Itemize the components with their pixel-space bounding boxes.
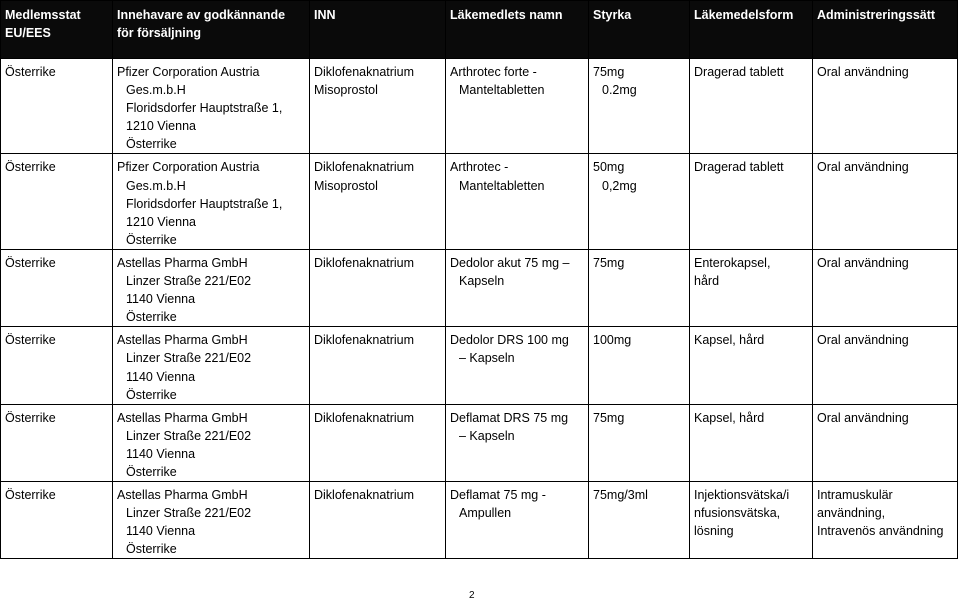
cell-inn	[310, 327, 446, 404]
cell-product-name	[446, 482, 589, 559]
cell-line: Österrike	[126, 310, 177, 325]
cell-strength	[589, 249, 690, 326]
cell-line: Deflamat DRS 75 mg	[450, 410, 569, 425]
cell-inn	[310, 404, 446, 481]
cell-line: 50mg	[593, 160, 625, 175]
cell-line: Österrike	[5, 410, 56, 425]
cell-line: 1140 Vienna	[126, 446, 196, 461]
header-product-name	[446, 1, 589, 59]
cell-line: Enterokapsel,	[694, 255, 771, 270]
cell-line: Linzer Straße 221/E02	[126, 506, 252, 521]
cell-line: Österrike	[126, 464, 177, 479]
page-number: 2	[469, 590, 475, 601]
cell-line: Ampullen	[459, 506, 512, 521]
header-holder	[113, 1, 310, 59]
cell-line: Dedolor akut 75 mg –	[450, 255, 570, 270]
cell-product-name	[446, 249, 589, 326]
table-row	[1, 482, 958, 559]
cell-line: 0,2mg	[602, 178, 637, 193]
cell-line: Dragerad tablett	[694, 65, 784, 79]
cell-line: Pfizer Corporation Austria	[117, 160, 260, 175]
table-row	[1, 404, 958, 481]
cell-holder	[113, 59, 310, 154]
cell-line: Oral användning	[817, 410, 909, 425]
table-row	[1, 249, 958, 326]
cell-form	[690, 154, 813, 249]
cell-route	[813, 154, 958, 249]
cell-line: lösning	[694, 524, 734, 539]
header-text: Styrka	[593, 8, 632, 22]
header-form	[690, 1, 813, 59]
cell-line: Astellas Pharma GmbH	[117, 333, 248, 348]
cell-line: Linzer Straße 221/E02	[126, 428, 252, 443]
cell-strength	[589, 327, 690, 404]
cell-member-state	[1, 59, 113, 154]
table-row	[1, 154, 958, 249]
cell-strength	[589, 59, 690, 154]
cell-line: Österrike	[5, 160, 56, 175]
header-text: INN	[314, 8, 336, 22]
cell-line: – Kapseln	[459, 428, 515, 443]
cell-form	[690, 327, 813, 404]
header-text: Läkemedelsform	[694, 8, 794, 22]
header-text: Läkemedlets namn	[450, 8, 563, 22]
cell-strength	[589, 154, 690, 249]
cell-line: Oral användning	[817, 255, 909, 270]
cell-line: Österrike	[126, 232, 177, 247]
cell-line: Österrike	[5, 255, 56, 270]
cell-line: Intramuskulär	[817, 488, 893, 503]
cell-member-state	[1, 154, 113, 249]
cell-line: 1140 Vienna	[126, 524, 196, 539]
cell-route	[813, 59, 958, 154]
cell-line: 1140 Vienna	[126, 292, 196, 307]
table-body	[1, 59, 958, 559]
cell-line: Linzer Straße 221/E02	[126, 274, 252, 289]
cell-line: 1210 Vienna	[126, 214, 196, 229]
cell-line: Deflamat 75 mg -	[450, 488, 546, 503]
cell-line: Ges.m.b.H	[126, 83, 186, 98]
cell-holder	[113, 154, 310, 249]
cell-member-state	[1, 482, 113, 559]
cell-line: Dragerad tablett	[694, 160, 784, 175]
cell-line: 75mg	[593, 410, 625, 425]
cell-line: Dedolor DRS 100 mg	[450, 333, 569, 348]
cell-line: 75mg/3ml	[593, 488, 648, 503]
cell-strength	[589, 482, 690, 559]
cell-line: Intravenös användning	[817, 524, 944, 539]
cell-route	[813, 249, 958, 326]
header-text: EU/EES	[5, 26, 51, 40]
cell-line: Österrike	[126, 387, 177, 402]
header-member-state	[1, 1, 113, 59]
header-text: för försäljning	[117, 26, 202, 40]
cell-line: Österrike	[5, 65, 56, 79]
cell-product-name	[446, 59, 589, 154]
cell-line: Diklofenaknatrium	[314, 65, 415, 79]
table-row	[1, 59, 958, 154]
cell-line: Manteltabletten	[459, 83, 545, 98]
cell-line: Floridsdorfer Hauptstraße 1,	[126, 101, 283, 116]
cell-line: Ges.m.b.H	[126, 178, 186, 193]
cell-line: 0.2mg	[602, 83, 637, 98]
cell-line: 75mg	[593, 65, 625, 79]
cell-form	[690, 404, 813, 481]
cell-strength	[589, 404, 690, 481]
cell-line: Österrike	[5, 333, 56, 348]
cell-line: Arthrotec -	[450, 160, 509, 175]
cell-inn	[310, 59, 446, 154]
cell-line: Kapsel, hård	[694, 333, 765, 348]
cell-route	[813, 482, 958, 559]
cell-product-name	[446, 327, 589, 404]
cell-inn	[310, 482, 446, 559]
cell-route	[813, 327, 958, 404]
header-strength	[589, 1, 690, 59]
cell-line: Diklofenaknatrium	[314, 410, 415, 425]
cell-line: användning,	[817, 506, 886, 521]
cell-line: Misoprostol	[314, 178, 378, 193]
cell-line: Diklofenaknatrium	[314, 333, 415, 348]
cell-holder	[113, 249, 310, 326]
header-route	[813, 1, 958, 59]
cell-line: Floridsdorfer Hauptstraße 1,	[126, 196, 283, 211]
cell-product-name	[446, 154, 589, 249]
cell-line: Linzer Straße 221/E02	[126, 351, 252, 366]
cell-line: 100mg	[593, 333, 632, 348]
cell-line: Österrike	[126, 137, 177, 152]
cell-inn	[310, 154, 446, 249]
table-row	[1, 327, 958, 404]
cell-line: 1210 Vienna	[126, 119, 196, 134]
cell-route	[813, 404, 958, 481]
cell-line: Oral användning	[817, 160, 909, 175]
cell-line: Astellas Pharma GmbH	[117, 488, 248, 503]
cell-member-state	[1, 404, 113, 481]
cell-member-state	[1, 249, 113, 326]
cell-line: 75mg	[593, 255, 625, 270]
header-text: Administreringssätt	[817, 8, 936, 22]
cell-product-name	[446, 404, 589, 481]
table-header	[1, 1, 958, 59]
cell-line: 1140 Vienna	[126, 369, 196, 384]
cell-form	[690, 249, 813, 326]
cell-line: Kapsel, hård	[694, 410, 765, 425]
header-inn	[310, 1, 446, 59]
cell-line: – Kapseln	[459, 351, 515, 366]
header-text: Medlemsstat	[5, 8, 81, 22]
cell-line: Injektionsvätska/i	[694, 488, 790, 503]
cell-line: Arthrotec forte -	[450, 65, 537, 79]
cell-line: Astellas Pharma GmbH	[117, 410, 248, 425]
cell-holder	[113, 327, 310, 404]
cell-line: Kapseln	[459, 274, 505, 289]
cell-form	[690, 482, 813, 559]
cell-holder	[113, 404, 310, 481]
header-row	[1, 1, 958, 59]
cell-inn	[310, 249, 446, 326]
cell-line: Diklofenaknatrium	[314, 255, 415, 270]
cell-line: Diklofenaknatrium	[314, 488, 415, 503]
cell-line: hård	[694, 274, 720, 289]
header-text: Innehavare av godkännande	[117, 8, 286, 22]
cell-line: Diklofenaknatrium	[314, 160, 415, 175]
cell-line: Österrike	[126, 542, 177, 557]
cell-line: Astellas Pharma GmbH	[117, 255, 248, 270]
cell-line: Misoprostol	[314, 83, 378, 98]
cell-holder	[113, 482, 310, 559]
cell-line: nfusionsvätska,	[694, 506, 781, 521]
cell-line: Österrike	[5, 488, 56, 503]
cell-form	[690, 59, 813, 154]
cell-line: Oral användning	[817, 65, 909, 79]
cell-line: Pfizer Corporation Austria	[117, 65, 260, 79]
cell-line: Oral användning	[817, 333, 909, 348]
cell-line: Manteltabletten	[459, 178, 545, 193]
cell-member-state	[1, 327, 113, 404]
